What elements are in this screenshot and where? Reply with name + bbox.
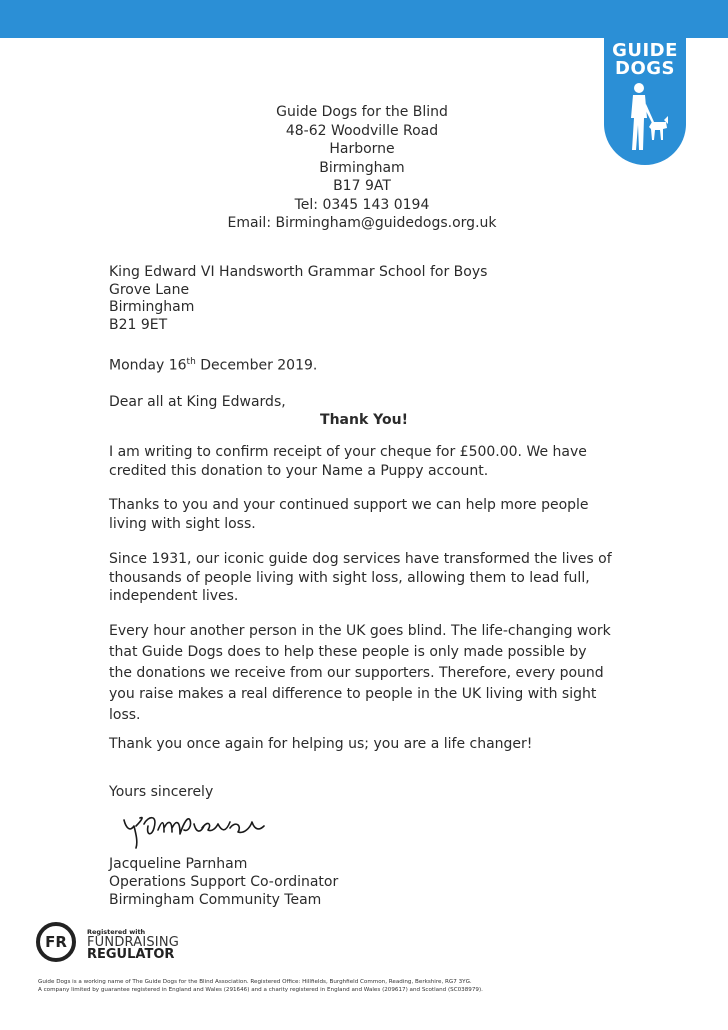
sender-line: Harborne (329, 141, 395, 157)
paragraph-2 (109, 496, 619, 533)
sender-address (200, 103, 524, 233)
sender-line: Birmingham (319, 159, 405, 176)
paragraph-line: independent lives. (109, 588, 239, 604)
paragraph-line: Since 1931, our iconic guide dog services have transformed the lives of (109, 551, 612, 567)
paragraph-3 (109, 550, 619, 606)
paragraph-line: Thank you once again for helping us; you are a life changer! (109, 736, 533, 752)
sender-line: Tel: 0345 143 0194 (294, 196, 430, 213)
date-rest: December 2019. (195, 357, 318, 374)
person-with-guide-dog-icon (622, 80, 668, 152)
regulator-name-line1: FUNDRAISING (87, 935, 180, 950)
regulator-name-line2: REGULATOR (87, 947, 175, 962)
paragraph-line: living with sight loss. (109, 515, 256, 532)
fundraising-regulator-logo: FR (36, 922, 76, 962)
closing: Yours sincerely (109, 784, 214, 800)
paragraph-line: Thanks to you and your continued support we can help more people (109, 497, 589, 513)
paragraph-4 (109, 621, 619, 726)
recipient-line: King Edward VI Handsworth Grammar School for Boys (109, 264, 488, 280)
paragraph-5 (109, 735, 619, 754)
paragraph-1 (109, 443, 619, 480)
sender-line: B17 9AT (333, 178, 391, 194)
signatory-team: Birmingham Community Team (109, 892, 322, 908)
legal-footer (38, 978, 698, 994)
footer-line: A company limited by guarantee registered in England and Wales (291646) and a charity registered in England and Wales (209617) and Scotland (SC038979). (38, 987, 483, 993)
signatory-title: Operations Support Co-ordinator (109, 874, 339, 890)
recipient-line: B21 9ET (109, 316, 168, 333)
recipient-line: Birmingham (109, 299, 195, 315)
paragraph-line: thousands of people living with sight loss, allowing them to lead full, (109, 569, 590, 586)
recipient-address (109, 264, 487, 334)
paragraph-line: Every hour another person in the UK goes blind. The life-changing work (109, 623, 611, 639)
logo-text-guide: GUIDE (612, 40, 678, 61)
recipient-line: Grove Lane (109, 281, 190, 298)
footer-line: Guide Dogs is a working name of The Guide Dogs for the Blind Association. Registered Office: Hillfields, Burghfield Common, Reading, Berkshire, RG7 3YG. (38, 979, 472, 985)
letter-date (109, 357, 317, 374)
signatory-name: Jacqueline Parnham (109, 856, 248, 872)
signatory-block (109, 855, 338, 909)
handwritten-signature (118, 806, 278, 851)
sender-line: 48-62 Woodville Road (285, 122, 439, 139)
logo-text-dogs: DOGS (615, 58, 675, 79)
sender-line: Guide Dogs for the Blind (276, 104, 448, 120)
letter-heading: Thank You! (320, 412, 408, 428)
paragraph-line: loss. (109, 707, 141, 723)
paragraph-line: credited this donation to your Name a Puppy account. (109, 462, 489, 479)
paragraph-line: the donations we receive from our supporters. Therefore, every pound (109, 665, 604, 681)
date-ordinal: th (186, 357, 196, 367)
date-day: Monday 16 (109, 357, 187, 374)
paragraph-line: you raise makes a real difference to people in the UK living with sight (109, 686, 597, 702)
regulator-registered-text: Registered with (87, 928, 146, 936)
guide-dogs-logo (604, 30, 686, 165)
paragraph-line: I am writing to confirm receipt of your cheque for £500.00. We have (109, 444, 587, 460)
paragraph-line: that Guide Dogs does to help these people is only made possible by (109, 644, 587, 660)
sender-email: Email: Birmingham@guidedogs.org.uk (227, 215, 497, 231)
salutation: Dear all at King Edwards, (109, 394, 286, 410)
